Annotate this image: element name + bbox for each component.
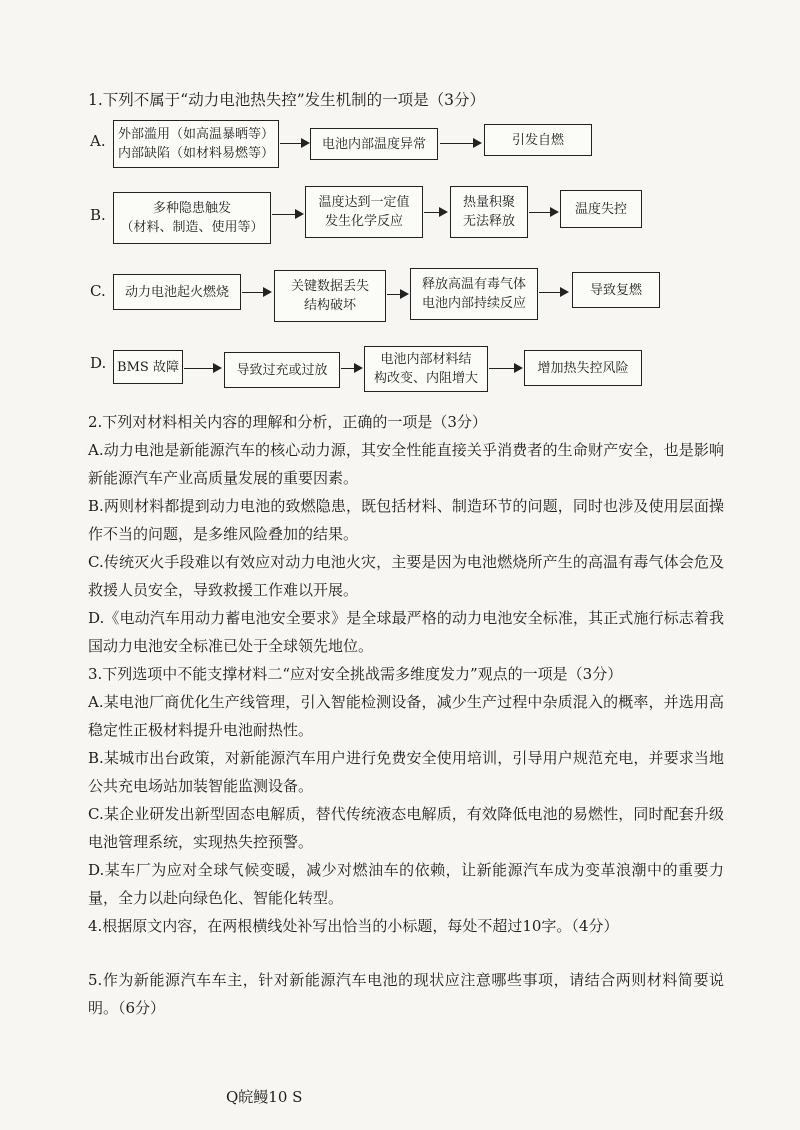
q1-d-arrow-3 bbox=[489, 368, 521, 369]
q1-c-box-2-line-2: 结构破坏 bbox=[303, 298, 356, 313]
q2-option-b: B.两则材料都提到动力电池的致燃隐患，既包括材料、制造环节的问题，同时也涉及使用层面操作不当的问题，是多维风险叠加的结果。 bbox=[88, 497, 724, 543]
q1-d-arrow-1 bbox=[184, 368, 220, 369]
q3-option-d: D.某车厂为应对全球气候变暖，减少对燃油车的依赖，让新能源汽车成为变革浪潮中的重要力量，全力以赴向绿色化、智能化转型。 bbox=[88, 861, 724, 907]
q1-b-arrow-2 bbox=[424, 212, 446, 213]
q1-b-arrow-3 bbox=[529, 212, 557, 213]
q2-option-a: A.动力电池是新能源汽车的核心动力源，其安全性能直接关乎消费者的生命财产安全，也是影响新能源汽车产业高质量发展的重要因素。 bbox=[88, 441, 724, 487]
q1-d-box-4: 增加热失控风险 bbox=[524, 350, 642, 386]
q1-c-box-2-line-1: 关键数据丢失 bbox=[290, 279, 369, 294]
q1-option-d-letter: D. bbox=[90, 354, 107, 372]
q2-title: 2.下列对材料相关内容的理解和分析，正确的一项是（3分） bbox=[88, 413, 487, 431]
q1-c-arrow-3 bbox=[539, 292, 567, 293]
q1-b-box-2 bbox=[305, 186, 423, 238]
q3-option-a: A.某电池厂商优化生产线管理，引入智能检测设备，减少生产过程中杂质混入的概率，并选用高稳定性正极材料提升电池耐热性。 bbox=[88, 693, 724, 739]
q1-c-box-3 bbox=[410, 268, 538, 320]
q1-b-box-3 bbox=[450, 186, 528, 238]
q5-title: 5.作为新能源汽车车主，针对新能源汽车电池的现状应注意哪些事项，请结合两则材料简要说明。（6分） bbox=[88, 971, 724, 1017]
q1-b-arrow-1 bbox=[272, 214, 302, 215]
q1-d-box-2: 导致过充或过放 bbox=[224, 352, 340, 388]
q1-a-box-2: 电池内部温度异常 bbox=[310, 128, 438, 160]
q1-a-box-1-line-1: 外部滥用（如高温暴晒等） bbox=[117, 127, 274, 142]
q1-d-arrow-2 bbox=[341, 368, 361, 369]
q1-b-box-1-line-1: 多种隐患触发 bbox=[152, 201, 231, 216]
q1-c-arrow-1 bbox=[242, 292, 270, 293]
q1-c-box-2 bbox=[274, 270, 386, 322]
q1-option-a-letter: A. bbox=[90, 132, 106, 150]
q1-option-b-letter: B. bbox=[90, 206, 106, 224]
q1-a-box-1-line-2: 内部缺陷（如材料易燃等） bbox=[117, 146, 274, 161]
q1-b-box-3-line-1: 热量积聚 bbox=[462, 195, 515, 210]
q1-b-box-2-line-2: 发生化学反应 bbox=[324, 214, 403, 229]
q1-b-box-3-line-2: 无法释放 bbox=[462, 214, 515, 229]
q1-a-box-3: 引发自燃 bbox=[484, 124, 592, 156]
q1-c-box-1: 动力电池起火燃烧 bbox=[113, 274, 241, 310]
q1-b-box-2-line-1: 温度达到一定值 bbox=[318, 195, 410, 210]
q1-d-box-1: BMS 故障 bbox=[113, 350, 183, 384]
q2-option-c: C.传统灭火手段难以有效应对动力电池火灾，主要是因为电池燃烧所产生的高温有毒气体会危及救援人员安全，导致救援工作难以开展。 bbox=[88, 553, 724, 599]
q1-a-arrow-1 bbox=[280, 143, 308, 144]
q1-c-box-4: 导致复燃 bbox=[572, 272, 660, 308]
q1-c-arrow-2 bbox=[387, 294, 407, 295]
q1-a-box-1 bbox=[113, 120, 279, 168]
q1-title: 1.下列不属于“动力电池热失控”发生机制的一项是（3分） bbox=[88, 91, 486, 109]
q1-c-box-3-line-1: 释放高温有毒气体 bbox=[421, 277, 526, 292]
q3-option-c: C.某企业研发出新型固态电解质，替代传统液态电解质，有效降低电池的易燃性，同时配套升级电池管理系统，实现热失控预警。 bbox=[88, 805, 724, 851]
q1-c-box-3-line-2: 电池内部持续反应 bbox=[421, 296, 526, 311]
page-footer: Q皖鳗10 S bbox=[226, 1088, 303, 1106]
q3-option-b: B.某城市出台政策，对新能源汽车用户进行免费安全使用培训，引导用户规范充电，并要求当地公共充电场站加装智能监测设备。 bbox=[88, 749, 724, 795]
q1-d-box-3-line-1: 电池内部材料结 bbox=[380, 352, 472, 367]
q3-title: 3.下列选项中不能支撑材料二“应对安全挑战需多维度发力”观点的一项是（3分） bbox=[88, 665, 623, 683]
q4-title: 4.根据原文内容，在两根横线处补写出恰当的小标题，每处不超过10字。（4分） bbox=[88, 917, 619, 935]
q1-a-arrow-2 bbox=[440, 143, 480, 144]
q1-d-box-3-line-2: 构改变、内阻增大 bbox=[373, 371, 478, 386]
q2-option-d: D.《电动汽车用动力蓄电池安全要求》是全球最严格的动力电池安全标准，其正式施行标志着我国动力电池安全标准已处于全球领先地位。 bbox=[88, 609, 724, 655]
q1-b-box-1-line-2: （材料、制造、使用等） bbox=[120, 220, 264, 235]
q1-d-box-3 bbox=[364, 346, 488, 392]
q1-option-c-letter: C. bbox=[90, 282, 106, 300]
q1-b-box-4: 温度失控 bbox=[560, 190, 642, 228]
q1-b-box-1 bbox=[113, 192, 271, 244]
